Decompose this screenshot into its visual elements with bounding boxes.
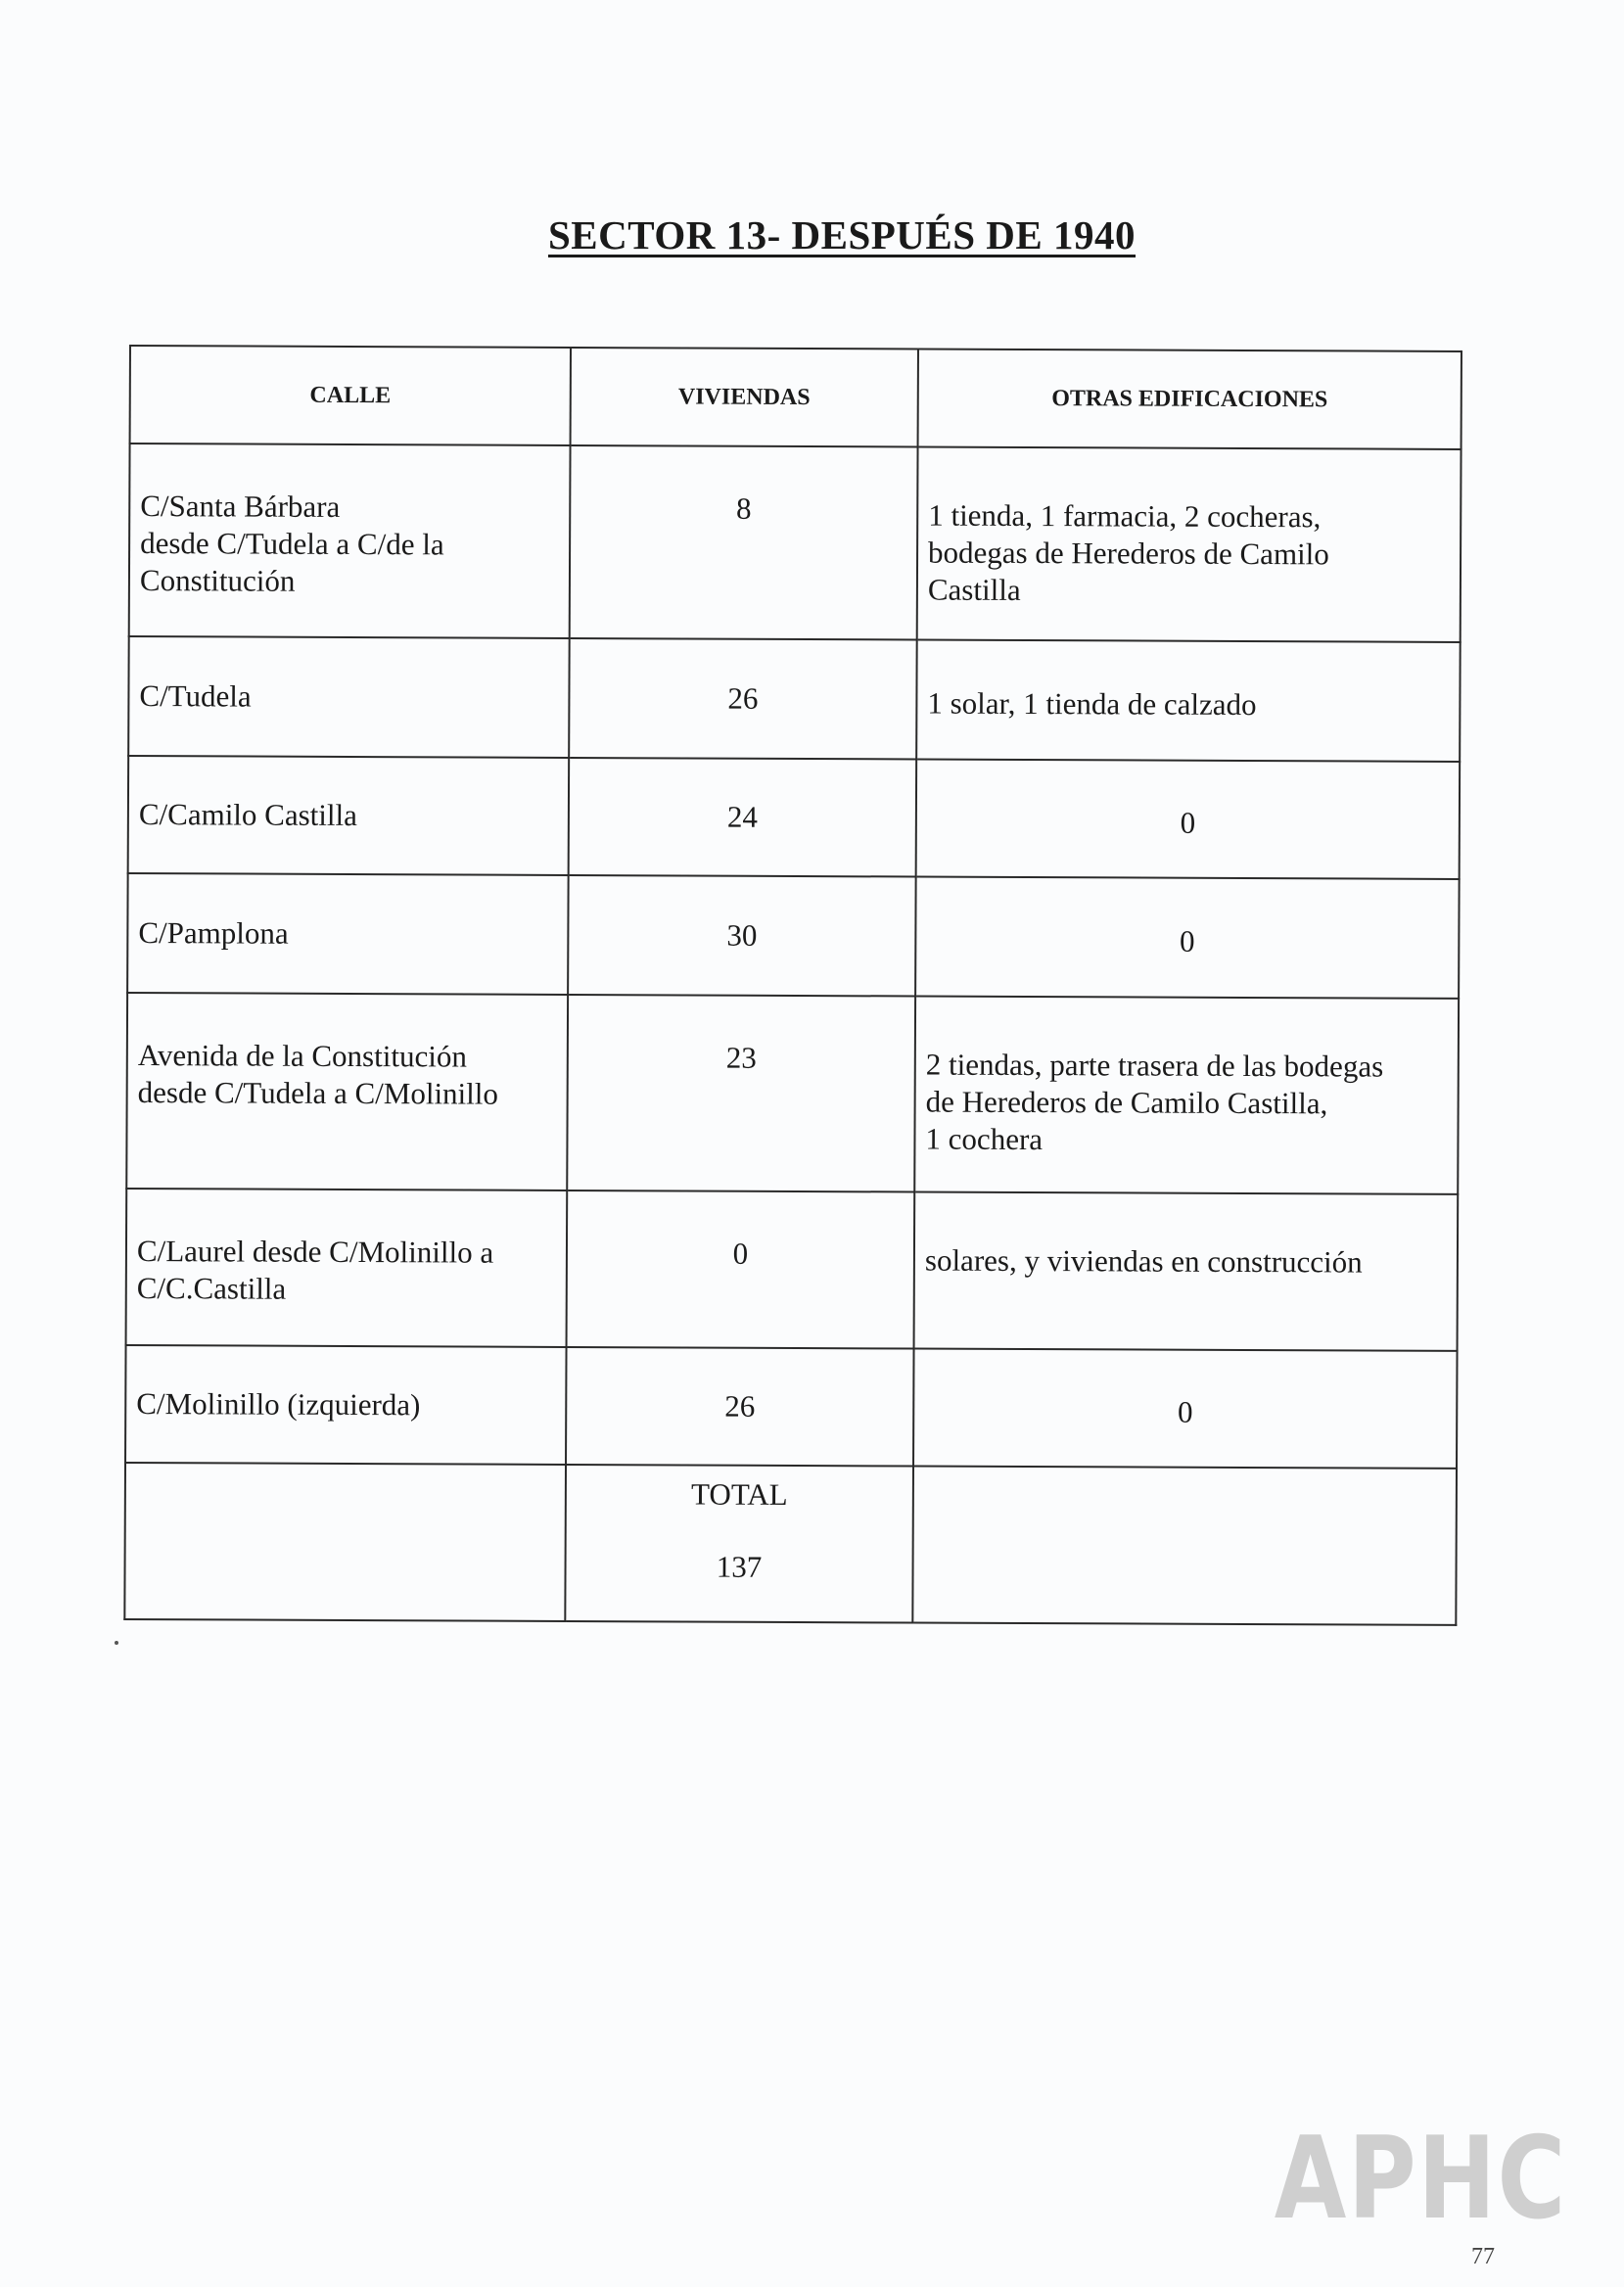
scan-speck — [115, 1641, 118, 1645]
header-otras-edificaciones: OTRAS EDIFICACIONES — [918, 350, 1462, 449]
cell-calle: C/Pamplona — [127, 873, 569, 995]
table-row — [127, 873, 1460, 999]
header-calle: CALLE — [130, 346, 571, 445]
table-row — [129, 443, 1462, 642]
cell-viviendas: 26 — [569, 638, 917, 760]
cell-viviendas: 0 — [567, 1190, 915, 1349]
cell-calle: Avenida de la Constitución desde C/Tudela a C/Molinillo — [126, 993, 568, 1190]
table-header-row — [130, 346, 1462, 449]
cell-calle: C/Camilo Castilla — [128, 756, 570, 875]
cell-calle: C/Laurel desde C/Molinillo a C/C.Castilla — [126, 1189, 568, 1347]
cell-viviendas: 8 — [570, 445, 918, 640]
cell-calle: C/Santa Bárbara desde C/Tudela a C/de la Constitución — [129, 443, 571, 638]
table-row — [128, 756, 1461, 879]
cell-otras-edificaciones: 0 — [913, 1349, 1458, 1469]
page-title: SECTOR 13- DESPUÉS DE 1940 — [547, 212, 1137, 257]
table-row — [126, 993, 1459, 1194]
page-number: 77 — [1471, 2244, 1495, 2269]
cell-otras-edificaciones: 2 tiendas, parte trasera de las bodegas de Herederos de Camilo Castilla, 1 cochera — [914, 997, 1459, 1194]
cell-otras-edificaciones: 1 tienda, 1 farmacia, 2 cocheras, bodegas de Herederos de Camilo Castilla — [917, 447, 1462, 642]
cell-otras-edificaciones: 1 solar, 1 tienda de calzado — [916, 640, 1461, 762]
cell-calle: C/Tudela — [128, 636, 570, 758]
cell-viviendas: 26 — [566, 1347, 914, 1467]
total-empty-right — [912, 1467, 1457, 1625]
aphc-watermark-logo: APHC — [1274, 2113, 1567, 2245]
total-empty-left — [124, 1463, 566, 1621]
total-label: TOTAL — [691, 1476, 788, 1512]
table-row — [125, 1345, 1458, 1469]
table-row — [126, 1189, 1459, 1351]
total-cell — [565, 1465, 913, 1623]
cell-otras-edificaciones: 0 — [916, 760, 1461, 879]
cell-otras-edificaciones: solares, y viviendas en construcción — [914, 1192, 1459, 1351]
cell-otras-edificaciones: 0 — [915, 877, 1460, 999]
cell-viviendas: 24 — [569, 758, 917, 877]
table-row — [128, 636, 1461, 762]
cell-viviendas: 23 — [567, 995, 915, 1192]
cell-viviendas: 30 — [568, 875, 916, 997]
total-row — [124, 1463, 1457, 1625]
header-viviendas: VIVIENDAS — [571, 348, 918, 447]
cell-calle: C/Molinillo (izquierda) — [125, 1345, 567, 1465]
sector-table — [123, 345, 1462, 1626]
total-value: 137 — [716, 1549, 763, 1584]
